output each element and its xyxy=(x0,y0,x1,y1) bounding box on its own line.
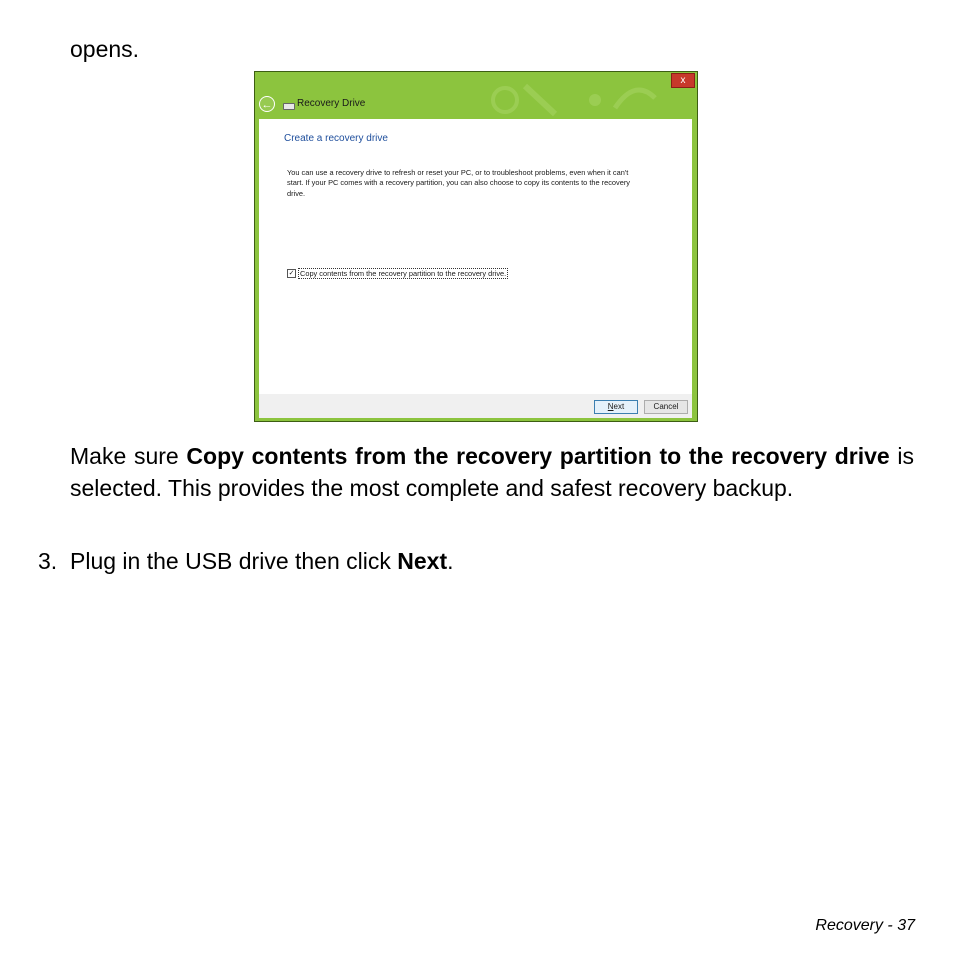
tools-watermark-icon xyxy=(485,78,665,118)
next-button-label: ext xyxy=(613,402,625,411)
instruction-paragraph xyxy=(70,440,914,504)
button-bar xyxy=(259,394,692,418)
step-number: 3. xyxy=(38,548,58,574)
next-button[interactable] xyxy=(594,400,638,414)
recovery-drive-window xyxy=(254,71,698,422)
copy-contents-option[interactable] xyxy=(287,268,508,279)
page-footer: Recovery - 37 xyxy=(815,917,915,934)
window-title: Recovery Drive xyxy=(297,98,366,109)
step-bold: Next xyxy=(397,548,448,574)
step-pre: Plug in the USB drive then click xyxy=(70,548,398,574)
paragraph-post: is selected. This provides the most complete and safest recovery backup. xyxy=(70,443,915,501)
close-button[interactable]: x xyxy=(671,73,695,88)
drive-icon xyxy=(283,103,295,110)
step-3 xyxy=(38,545,454,577)
copy-contents-checkbox[interactable]: ✓ xyxy=(288,270,295,277)
next-button-accelerator: N xyxy=(607,402,614,411)
copy-contents-label[interactable]: Copy contents from the recovery partition to the recovery drive. xyxy=(300,269,507,278)
intro-text: opens. xyxy=(70,36,140,62)
paragraph-bold: Copy contents from the recovery partition to the recovery drive xyxy=(186,443,890,469)
window-content xyxy=(259,119,692,394)
wizard-description: You can use a recovery drive to refresh or reset your PC, or to troubleshoot problems, even when it can't start. If your PC comes with a recovery partition, you can also choose to copy its contents to the recovery drive. xyxy=(287,168,631,198)
step-post: . xyxy=(447,548,454,574)
cancel-button[interactable]: Cancel xyxy=(644,400,688,414)
paragraph-pre: Make sure xyxy=(70,443,187,469)
back-arrow-icon[interactable]: ← xyxy=(259,96,275,112)
wizard-heading: Create a recovery drive xyxy=(284,133,388,144)
